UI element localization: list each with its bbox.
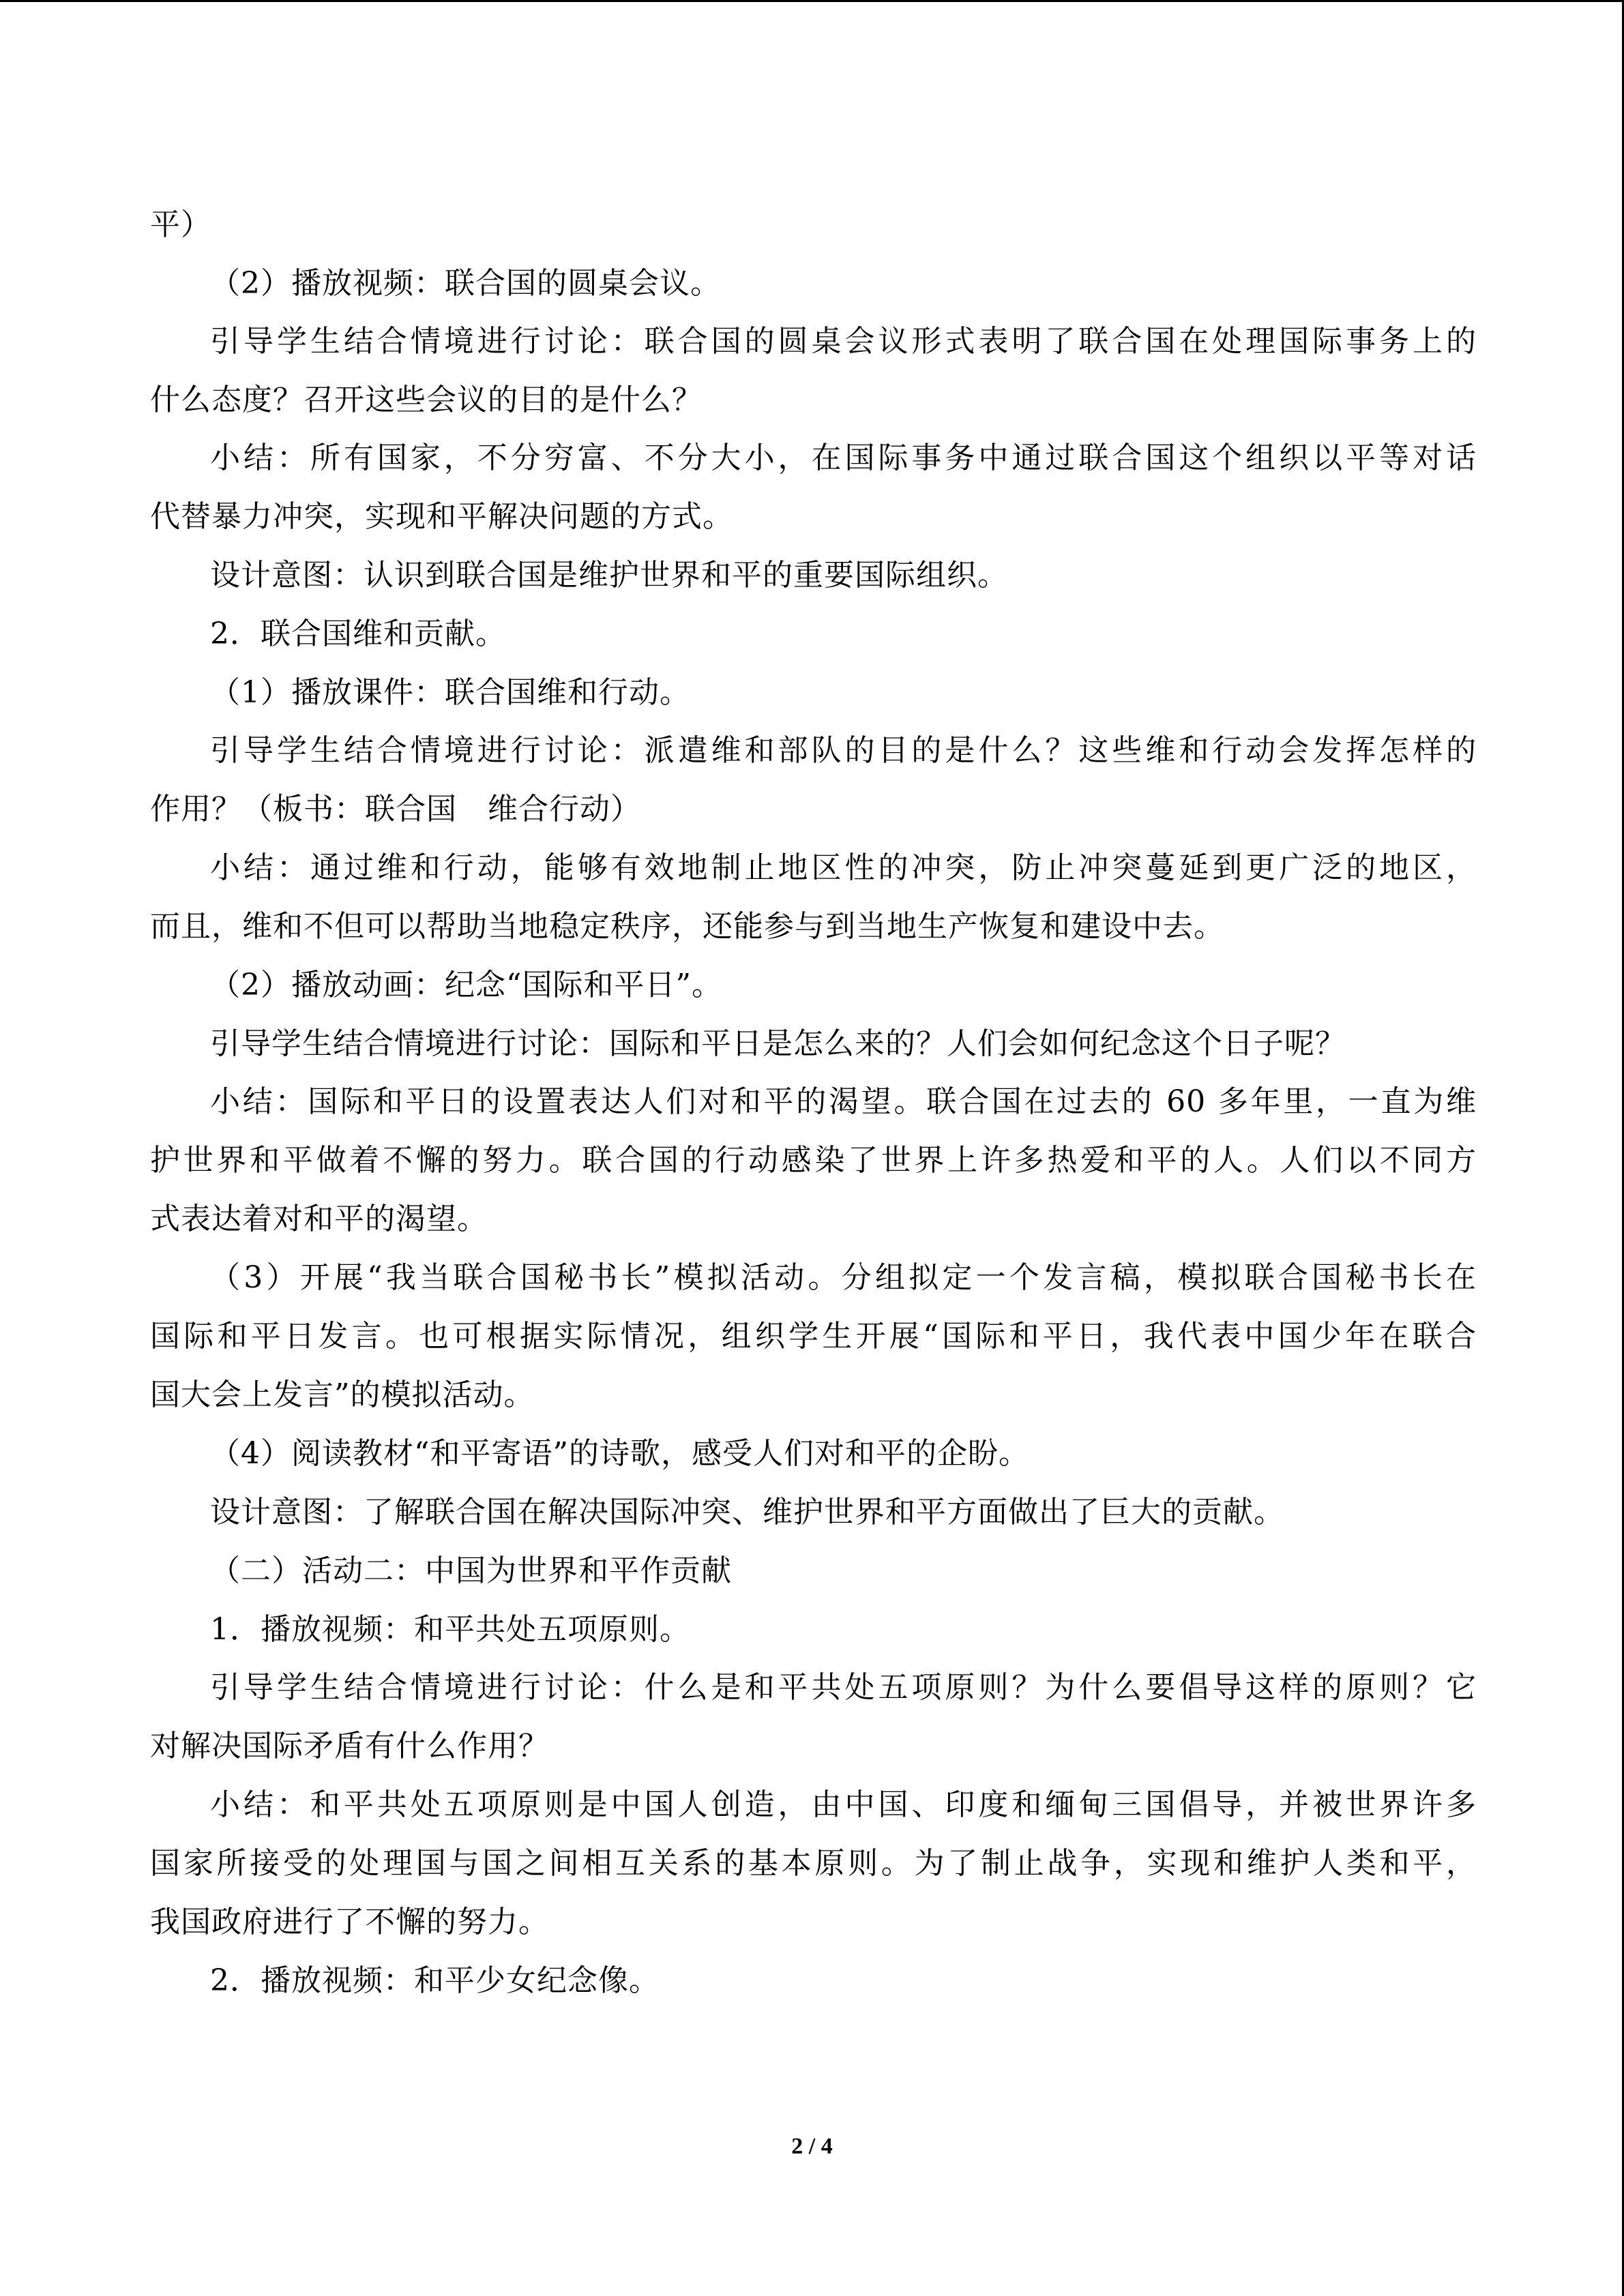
page-number: 2 / 4 — [791, 2134, 833, 2159]
text-line: 引导学生结合情境进行讨论：联合国的圆桌会议形式表明了联合国在处理国际事务上的 — [210, 324, 1477, 359]
text-line: 引导学生结合情境进行讨论：什么是和平共处五项原则？为什么要倡导这样的原则？它 — [210, 1670, 1477, 1705]
text-line: 引导学生结合情境进行讨论：派遣维和部队的目的是什么？这些维和行动会发挥怎样的 — [210, 733, 1477, 768]
text-line: （2）播放视频：联合国的圆桌会议。 — [210, 266, 721, 301]
text-line: （3）开展“我当联合国秘书长”模拟活动。分组拟定一个发言稿，模拟联合国秘书长在 — [210, 1260, 1477, 1295]
text-line: 小结：和平共处五项原则是中国人创造，由中国、印度和缅甸三国倡导，并被世界许多 — [210, 1787, 1477, 1822]
text-line: 护世界和平做着不懈的努力。联合国的行动感染了世界上许多热爱和平的人。人们以不同方 — [150, 1143, 1477, 1178]
text-line: 小结：国际和平日的设置表达人们对和平的渴望。联合国在过去的 60 多年里，一直为维 — [210, 1084, 1477, 1119]
text-line: 国际和平日发言。也可根据实际情况，组织学生开展“国际和平日，我代表中国少年在联合 — [150, 1319, 1477, 1354]
text-line: 国大会上发言”的模拟活动。 — [150, 1377, 535, 1412]
text-line: 什么态度？召开这些会议的目的是什么？ — [150, 383, 703, 417]
text-line: 2．播放视频：和平少女纪念像。 — [210, 1963, 660, 1998]
text-line: （2）播放动画：纪念“国际和平日”。 — [210, 968, 722, 1002]
text-line: 国家所接受的处理国与国之间相互关系的基本原则。为了制止战争，实现和维护人类和平， — [150, 1846, 1477, 1881]
text-line: 1．播放视频：和平共处五项原则。 — [210, 1612, 690, 1647]
text-line: （4）阅读教材“和平寄语”的诗歌，感受人们对和平的企盼。 — [210, 1436, 1029, 1471]
text-line: 代替暴力冲突，实现和平解决问题的方式。 — [150, 499, 733, 534]
text-line: 我国政府进行了不懈的努力。 — [150, 1905, 549, 1939]
text-line: 小结：所有国家，不分穷富、不分大小，在国际事务中通过联合国这个组织以平等对话 — [210, 441, 1477, 475]
text-line: （二）活动二：中国为世界和平作贡献 — [210, 1553, 732, 1588]
text-line: 2．联合国维和贡献。 — [210, 616, 506, 651]
text-line: 平） — [150, 207, 211, 242]
text-line: 设计意图：了解联合国在解决国际冲突、维护世界和平方面做出了巨大的贡献。 — [210, 1495, 1284, 1530]
text-line: 而且，维和不但可以帮助当地稳定秩序，还能参与到当地生产恢复和建设中去。 — [150, 909, 1224, 944]
text-line: 设计意图：认识到联合国是维护世界和平的重要国际组织。 — [210, 558, 1008, 593]
text-line: 小结：通过维和行动，能够有效地制止地区性的冲突，防止冲突蔓延到更广泛的地区， — [210, 850, 1477, 885]
text-line: （1）播放课件：联合国维和行动。 — [210, 675, 690, 710]
text-line: 对解决国际矛盾有什么作用？ — [150, 1729, 549, 1763]
text-line: 式表达着对和平的渴望。 — [150, 1202, 488, 1236]
text-line: 引导学生结合情境进行讨论：国际和平日是怎么来的？人们会如何纪念这个日子呢？ — [210, 1026, 1346, 1061]
text-line: 作用？（板书：联合国 维合行动） — [150, 792, 641, 826]
